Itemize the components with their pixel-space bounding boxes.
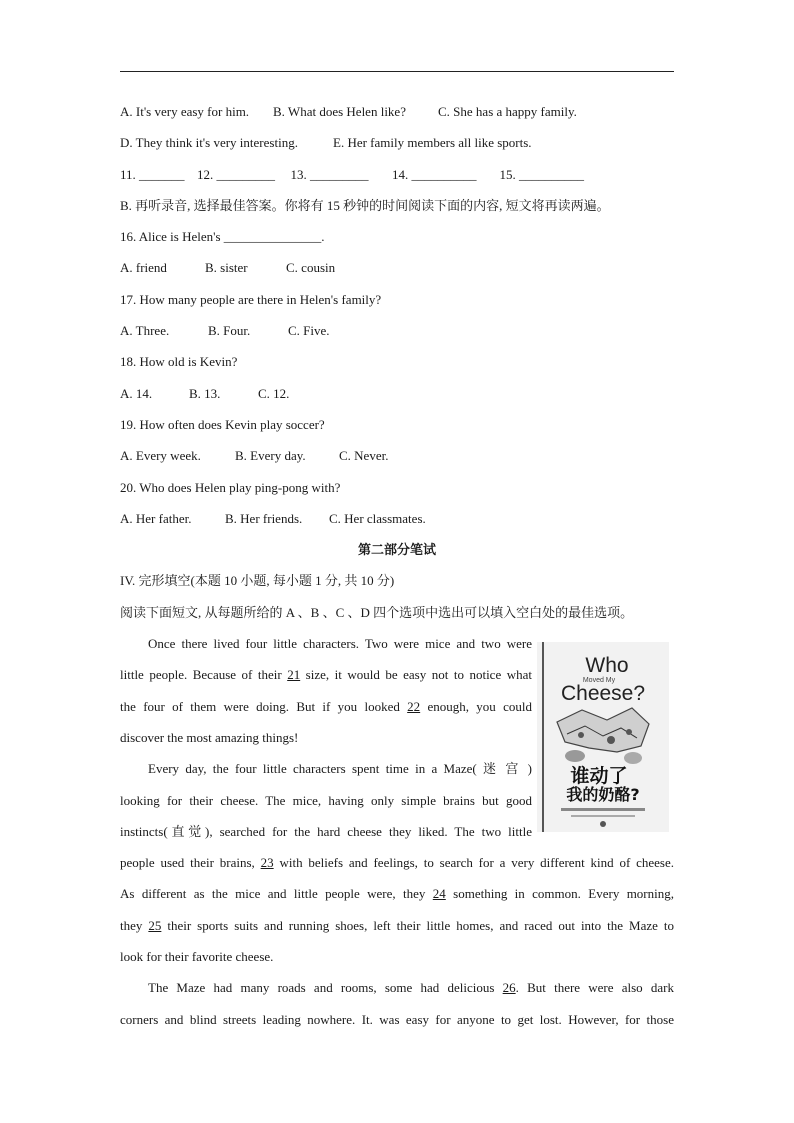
text-run: enough, you could [420, 698, 532, 714]
passage-line: corners and blind streets leading nowhere. It. was easy for anyone to get lost. However, for those [120, 1011, 674, 1027]
passage-line: Every day, the four little characters spent time in a Maze( 迷 宫 ) [148, 761, 532, 777]
option-b: B. What does Helen like? [273, 104, 406, 119]
blank-label-11: 11. [120, 166, 136, 182]
option-c: C. She has a happy family. [438, 104, 577, 119]
answer-blank-12[interactable]: _________ [216, 166, 276, 182]
passage-line [120, 880, 674, 911]
choices-20 [120, 505, 674, 536]
blank-26: 26 [502, 980, 516, 996]
text-run: they [120, 917, 149, 933]
cover-title-who: Who [585, 654, 629, 677]
options-row-1 [120, 98, 674, 129]
passage-line: discover the most amazing things! [120, 729, 299, 745]
header-rule [120, 71, 674, 72]
options-row-2 [120, 129, 674, 160]
question-18: 18. How old is Kevin? [120, 354, 238, 370]
passage-line [120, 661, 532, 692]
choice-b[interactable]: B. Four. [208, 323, 251, 339]
section-4-instruction: 阅读下面短文, 从每题所给的 A 、B 、C 、D 四个选项中选出可以填入空白处的最佳选项。 [120, 604, 634, 620]
passage-line: looking for their cheese. The mice, having only simple brains but good [120, 792, 532, 808]
option-a: A. It's very easy for him. [120, 104, 250, 119]
text-run: people used their brains, [120, 855, 261, 871]
choice-a[interactable]: A. Her father. [120, 510, 192, 526]
text-run: . But there were also dark [515, 980, 674, 996]
section-b-instruction: B. 再听录音, 选择最佳答案。你将有 15 秒钟的时间阅读下面的内容, 短文将再读两遍。 [120, 197, 610, 213]
blank-label-13: 13. [290, 166, 307, 182]
blank-25: 25 [148, 917, 162, 933]
passage-line [120, 974, 674, 1005]
choice-a[interactable]: A. 14. [120, 385, 153, 401]
passage-line [120, 912, 674, 943]
cover-title-cn-1: 谁动了 [570, 765, 628, 787]
book-cover-illustration [537, 642, 669, 832]
text-run: As different as the mice and little people were, they [120, 886, 433, 902]
answer-blanks [120, 161, 674, 192]
blank-24: 24 [432, 886, 446, 902]
cover-title-cheese: Cheese? [560, 682, 646, 705]
choice-a[interactable]: A. Three. [120, 323, 170, 339]
choice-c[interactable]: C. Never. [339, 448, 389, 464]
blank-label-14: 14. [392, 166, 409, 182]
choice-b[interactable]: B. Every day. [235, 448, 306, 464]
passage-line: instincts(直觉), searched for the hard cheese they liked. The two little [120, 823, 532, 839]
choices-19 [120, 442, 674, 473]
text-run: with beliefs and feelings, to search for a very different kind of cheese. [273, 855, 675, 871]
choice-c[interactable]: C. cousin [286, 260, 336, 276]
choices-16 [120, 254, 674, 285]
answer-blank-14[interactable]: __________ [411, 166, 477, 182]
choice-b[interactable]: B. 13. [189, 385, 221, 401]
choice-a[interactable]: A. Every week. [120, 448, 201, 464]
exam-page [120, 98, 674, 1037]
choice-c[interactable]: C. Her classmates. [329, 510, 426, 526]
blank-label-12: 12. [197, 166, 214, 182]
answer-blank-13[interactable]: _________ [310, 166, 369, 182]
text-run: their sports suits and running shoes, left their little homes, and raced out into the Maze to [161, 917, 674, 933]
text-run: The Maze had many roads and rooms, some had delicious [148, 980, 503, 996]
choices-18 [120, 380, 674, 411]
choice-a[interactable]: A. friend [120, 260, 167, 276]
blank-22: 22 [407, 698, 421, 714]
blank-21: 21 [287, 667, 301, 683]
option-d: D. They think it's very interesting. [120, 135, 298, 151]
choices-17 [120, 317, 674, 348]
question-20: 20. Who does Helen play ping-pong with? [120, 479, 341, 495]
question-17: 17. How many people are there in Helen's family? [120, 291, 382, 307]
passage-line [120, 693, 532, 724]
text-run: size, it would be easy not to notice what [300, 667, 532, 683]
question-19: 19. How often does Kevin play soccer? [120, 416, 325, 432]
question-16: 16. Alice is Helen's _______________. [120, 229, 325, 245]
part-two-title: 第二部分笔试 [357, 542, 436, 558]
answer-blank-11[interactable]: _______ [139, 166, 185, 182]
text-run: something in common. Every morning, [445, 886, 674, 902]
passage-line [120, 849, 674, 880]
text-run: little people. Because of their [120, 667, 288, 683]
text-run: the four of them were doing. But if you looked [120, 698, 408, 714]
cover-title-cn-2: 我的奶酪? [566, 785, 640, 804]
book-cover-image [537, 642, 669, 832]
choice-c[interactable]: C. 12. [258, 385, 290, 401]
passage-line: Once there lived four little characters. Two were mice and two were [148, 636, 532, 652]
answer-blank-15[interactable]: __________ [519, 166, 585, 182]
option-e: E. Her family members all like sports. [333, 135, 532, 151]
section-4-title: IV. 完形填空(本题 10 小题, 每小题 1 分, 共 10 分) [120, 573, 395, 589]
choice-c[interactable]: C. Five. [288, 323, 330, 339]
blank-label-15: 15. [499, 166, 516, 182]
choice-b[interactable]: B. Her friends. [225, 510, 303, 526]
blank-23: 23 [260, 855, 274, 871]
passage-line: look for their favorite cheese. [120, 949, 274, 965]
choice-b[interactable]: B. sister [205, 260, 248, 276]
cover-subtitle: Moved My [582, 677, 616, 684]
